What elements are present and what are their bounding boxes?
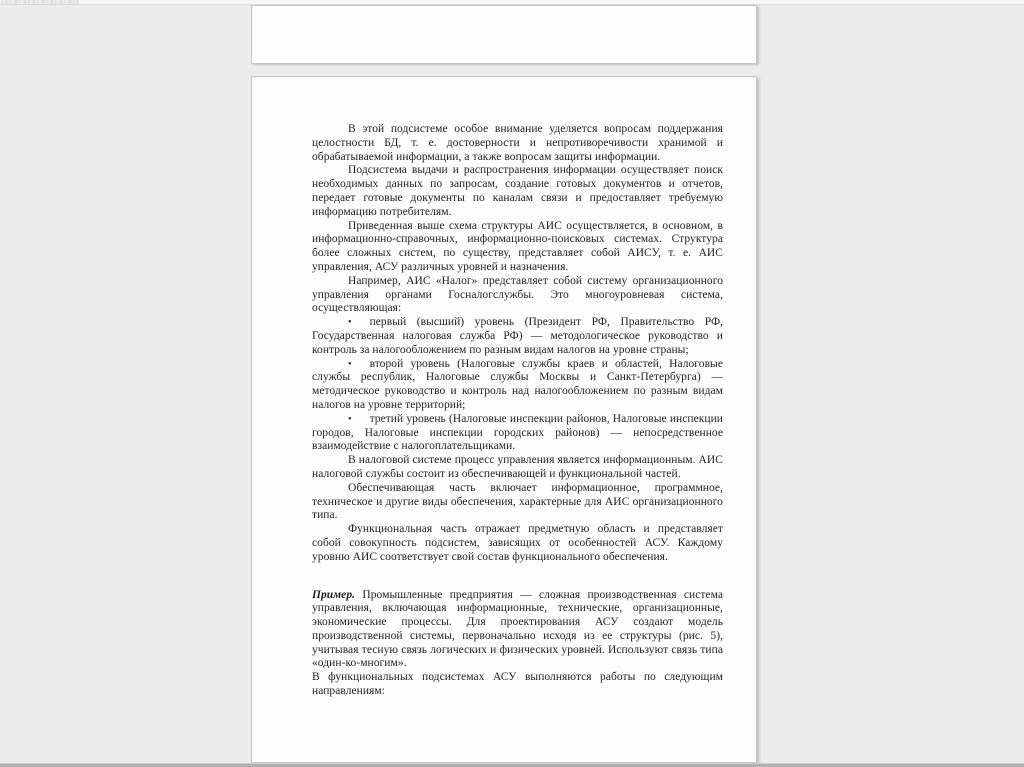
paragraph: Например, АИС «Налог» представляет собой систему организационного управления органами Госналогслужбы. Это многоуровневая система, осуществляющая:	[312, 274, 723, 315]
paragraph: В функциональных подсистемах АСУ выполняются работы по следующим направлениям:	[312, 671, 723, 698]
document-page	[251, 76, 757, 763]
bullet-icon: •	[348, 358, 352, 370]
bullet-text: первый (высший) уровень (Президент РФ, Правительство РФ, Государственная налоговая служба РФ) — методологическое руководство и контроль за налогообложением по разным видам налогов на уровне страны;	[312, 316, 723, 356]
paragraph: Обеспечивающая часть включает информационное, программное, техническое и другие виды обеспечения, характерные для АИС организационного типа.	[312, 481, 723, 522]
paragraph: Пример. Промышленные предприятия — сложная производственная система управления, включающая информационные, технические, организационные, экономические процессы. Для проектирования АСУ создают модель производственной системы, первоначально исходя из ее структуры (рис. 5), учитывая тесную связь логических и физических уровней. Используют связь типа «один-ко-многим».	[312, 588, 723, 670]
bullet-icon: •	[348, 317, 352, 329]
bullet-item	[312, 413, 723, 454]
paragraph: Подсистема выдачи и распространения информации осуществляет поиск необходимых данных по запросам, создание готовых документов и отчетов, передает готовые документы по каналам связи и предоставляет требуемую информацию потребителям.	[312, 164, 723, 218]
bullet-text: третий уровень (Налоговые инспекции районов, Налоговые инспекции городов, Налоговые инспекции городских районов) — непосредственное взаимодействие с налогоплательщиками.	[312, 412, 723, 453]
paragraph: Приведенная выше схема структуры АИС осуществляется, в основном, в информационно-справочных, информационно-поисковых системах. Структура более сложных систем, по существу, представляет собой АИСУ, т. е. АИС управления, АСУ различных уровней и назначения.	[312, 219, 723, 273]
bullet-icon: •	[348, 413, 352, 425]
paragraph: В этой подсистеме особое внимание уделяется вопросам поддержания целостности БД, т. е. достоверности и непротиворечивости хранимой и обрабатываемой информации, а также вопросам защиты информации.	[312, 123, 723, 163]
example-lead-word: Пример.	[312, 588, 356, 601]
paragraph: В налоговой системе процесс управления является информационным. АИС налоговой службы состоит из обеспечивающей и функциональной частей.	[312, 454, 723, 480]
paragraph: Функциональная часть отражает предметную область и представляет собой совокупность подсистем, зависящих от особенностей АСУ. Каждому уровню АИС соответствует свой состав функционального обеспечения.	[312, 523, 723, 563]
top-left-artifact	[1, 0, 79, 4]
bullet-item	[312, 316, 723, 357]
previous-page-edge	[251, 5, 757, 64]
bottom-window-edge	[0, 763, 1024, 767]
page-text	[312, 123, 723, 699]
bullet-item	[312, 358, 723, 413]
bullet-text: второй уровень (Налоговые службы краев и областей, Налоговые службы республик, Налоговые службы Москвы и Санкт-Петербурга) — методическое руководство и контроль над налогообложением по разным видам налогов на уровне территорий;	[312, 357, 723, 411]
